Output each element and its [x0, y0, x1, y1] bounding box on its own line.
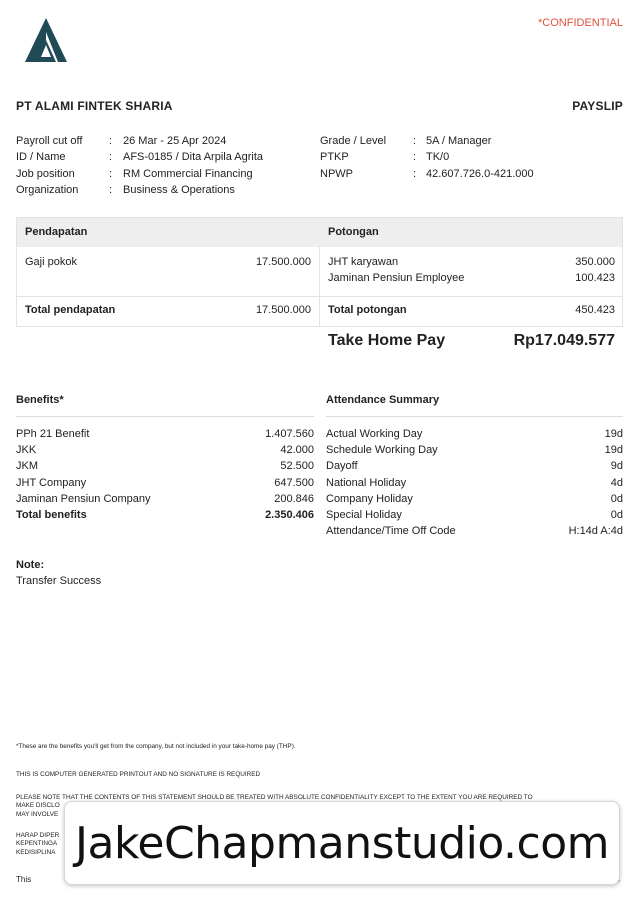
- attendance-value: 0d: [610, 492, 623, 505]
- attendance-label: Special Holiday: [326, 509, 402, 522]
- info-row-npwp: [320, 166, 534, 182]
- benefit-label: JKK: [16, 444, 37, 457]
- info-label: NPWP: [320, 167, 353, 180]
- attendance-value: 19d: [604, 444, 623, 457]
- list-item: [16, 458, 314, 474]
- alami-a-logo-icon: [22, 16, 70, 64]
- list-item: [326, 523, 623, 539]
- list-item: [326, 491, 623, 507]
- benefits-title: Benefits*: [16, 394, 64, 406]
- attendance-title: Attendance Summary: [326, 394, 440, 406]
- watermark-text: JakeChapmanstudio.com: [75, 817, 609, 869]
- take-home-pay-label: Take Home Pay: [328, 332, 446, 349]
- info-value: 26 Mar - 25 Apr 2024: [123, 135, 227, 147]
- deductions-title: Potongan: [328, 226, 379, 238]
- info-row-ptkp: [320, 149, 534, 165]
- benefits-divider: [16, 416, 314, 417]
- list-item: [326, 475, 623, 491]
- confidentiality-line: PLEASE NOTE THAT THE CONTENTS OF THIS STATEMENT SHOULD BE TREATED WITH ABSOLUTE CONFIDENTIALITY EXCEPT TO THE EXTENT YOU ARE REQUIRED TO: [16, 794, 533, 801]
- info-label: Payroll cut off: [16, 135, 83, 147]
- benefit-label: JKM: [16, 460, 38, 473]
- benefits-footnote: *These are the benefits you'll get from the company, but not included in your take-home pay (THP).: [16, 743, 296, 750]
- info-row-job-position: [16, 166, 263, 182]
- benefits-total-label: Total benefits: [16, 509, 87, 522]
- info-separator: :: [413, 151, 417, 164]
- table-divider: [17, 296, 622, 297]
- attendance-label: Company Holiday: [326, 492, 413, 505]
- attendance-value: 0d: [610, 509, 623, 522]
- attendance-value: 9d: [610, 460, 623, 473]
- benefit-value: 200.846: [274, 492, 314, 505]
- benefit-label: JHT Company: [16, 476, 87, 489]
- computer-generated-notice: THIS IS COMPUTER GENERATED PRINTOUT AND NO SIGNATURE IS REQUIRED: [16, 771, 261, 778]
- benefit-value: 52.500: [280, 460, 314, 473]
- benefit-value: 647.500: [274, 476, 314, 489]
- info-separator: :: [413, 167, 417, 180]
- info-separator: :: [109, 135, 113, 147]
- benefits-list: [16, 426, 314, 523]
- note-title: Note:: [16, 559, 45, 571]
- earnings-total-label: Total pendapatan: [25, 304, 116, 316]
- note-text: Transfer Success: [16, 575, 102, 587]
- deductions-item-label: Jaminan Pensiun Employee: [328, 272, 465, 284]
- table-divider: [319, 247, 320, 327]
- confidentiality-line: MAY INVOLVE: [16, 810, 59, 818]
- info-value: TK/0: [426, 151, 450, 164]
- info-label: ID / Name: [16, 151, 66, 164]
- indonesian-line: HARAP DIPER: [16, 832, 60, 839]
- info-separator: :: [109, 151, 113, 164]
- employee-info-left: [16, 133, 263, 198]
- info-row-id-name: [16, 149, 263, 165]
- info-label: Grade / Level: [320, 135, 387, 147]
- benefit-value: 42.000: [280, 444, 314, 457]
- earnings-title: Pendapatan: [25, 226, 88, 238]
- deductions-item-label: JHT karyawan: [328, 256, 399, 268]
- list-item: [16, 442, 314, 458]
- list-item: [326, 458, 623, 474]
- take-home-pay-value: Rp17.049.577: [513, 332, 615, 349]
- attendance-label: National Holiday: [326, 476, 407, 489]
- attendance-value: 4d: [610, 476, 623, 489]
- deductions-item-value: 100.423: [575, 272, 615, 284]
- list-item: [326, 426, 623, 442]
- info-label: Organization: [16, 183, 79, 196]
- earnings-item-label: Gaji pokok: [25, 256, 77, 268]
- attendance-label: Dayoff: [326, 460, 358, 473]
- benefits-total-row: [16, 507, 314, 523]
- deductions-item-value: 350.000: [575, 256, 615, 268]
- list-item: [16, 475, 314, 491]
- info-value: 5A / Manager: [426, 135, 492, 147]
- info-row-payroll-cutoff: [16, 133, 263, 149]
- list-item: [16, 491, 314, 507]
- info-separator: :: [109, 183, 113, 196]
- watermark-banner: [64, 801, 620, 885]
- earnings-deductions-table: [16, 217, 623, 327]
- deductions-total-value: 450.423: [575, 304, 615, 316]
- list-item: [326, 442, 623, 458]
- benefit-label: PPh 21 Benefit: [16, 428, 90, 440]
- info-value: AFS-0185 / Dita Arpila Agrita: [123, 151, 264, 164]
- deductions-total-label: Total potongan: [328, 304, 407, 316]
- benefit-label: Jaminan Pensiun Company: [16, 492, 151, 505]
- info-row-grade-level: [320, 133, 534, 149]
- document-title: PAYSLIP: [572, 99, 623, 113]
- attendance-value: 19d: [604, 428, 623, 440]
- confidentiality-line: MAKE DISCLO: [16, 802, 60, 810]
- footer-line-start: This: [16, 875, 32, 884]
- earnings-item-value: 17.500.000: [255, 256, 311, 268]
- benefit-value: 1.407.560: [265, 428, 314, 440]
- info-value: 42.607.726.0-421.000: [426, 167, 534, 180]
- indonesian-line: KEPENTINGA: [16, 840, 58, 848]
- company-name: PT ALAMI FINTEK SHARIA: [16, 99, 173, 113]
- attendance-label: Actual Working Day: [326, 428, 423, 440]
- info-separator: :: [413, 135, 417, 147]
- attendance-label: Attendance/Time Off Code: [326, 525, 456, 538]
- attendance-divider: [326, 416, 623, 417]
- info-value: RM Commercial Financing: [123, 167, 253, 180]
- info-row-organization: [16, 182, 263, 198]
- info-label: PTKP: [320, 151, 349, 164]
- company-logo: [22, 16, 70, 64]
- info-separator: :: [109, 167, 113, 180]
- attendance-value: H:14d A:4d: [568, 525, 623, 538]
- list-item: [16, 426, 314, 442]
- earnings-total-value: 17.500.000: [255, 304, 311, 316]
- attendance-label: Schedule Working Day: [326, 444, 438, 457]
- info-label: Job position: [16, 167, 75, 180]
- confidential-label: *CONFIDENTIAL: [538, 17, 623, 29]
- employee-info-right: [320, 133, 534, 182]
- attendance-list: [326, 426, 623, 539]
- list-item: [326, 507, 623, 523]
- table-header: [17, 218, 622, 247]
- info-value: Business & Operations: [123, 183, 235, 196]
- indonesian-line: KEDISIPLINA: [16, 848, 56, 856]
- benefits-total-value: 2.350.406: [265, 509, 314, 522]
